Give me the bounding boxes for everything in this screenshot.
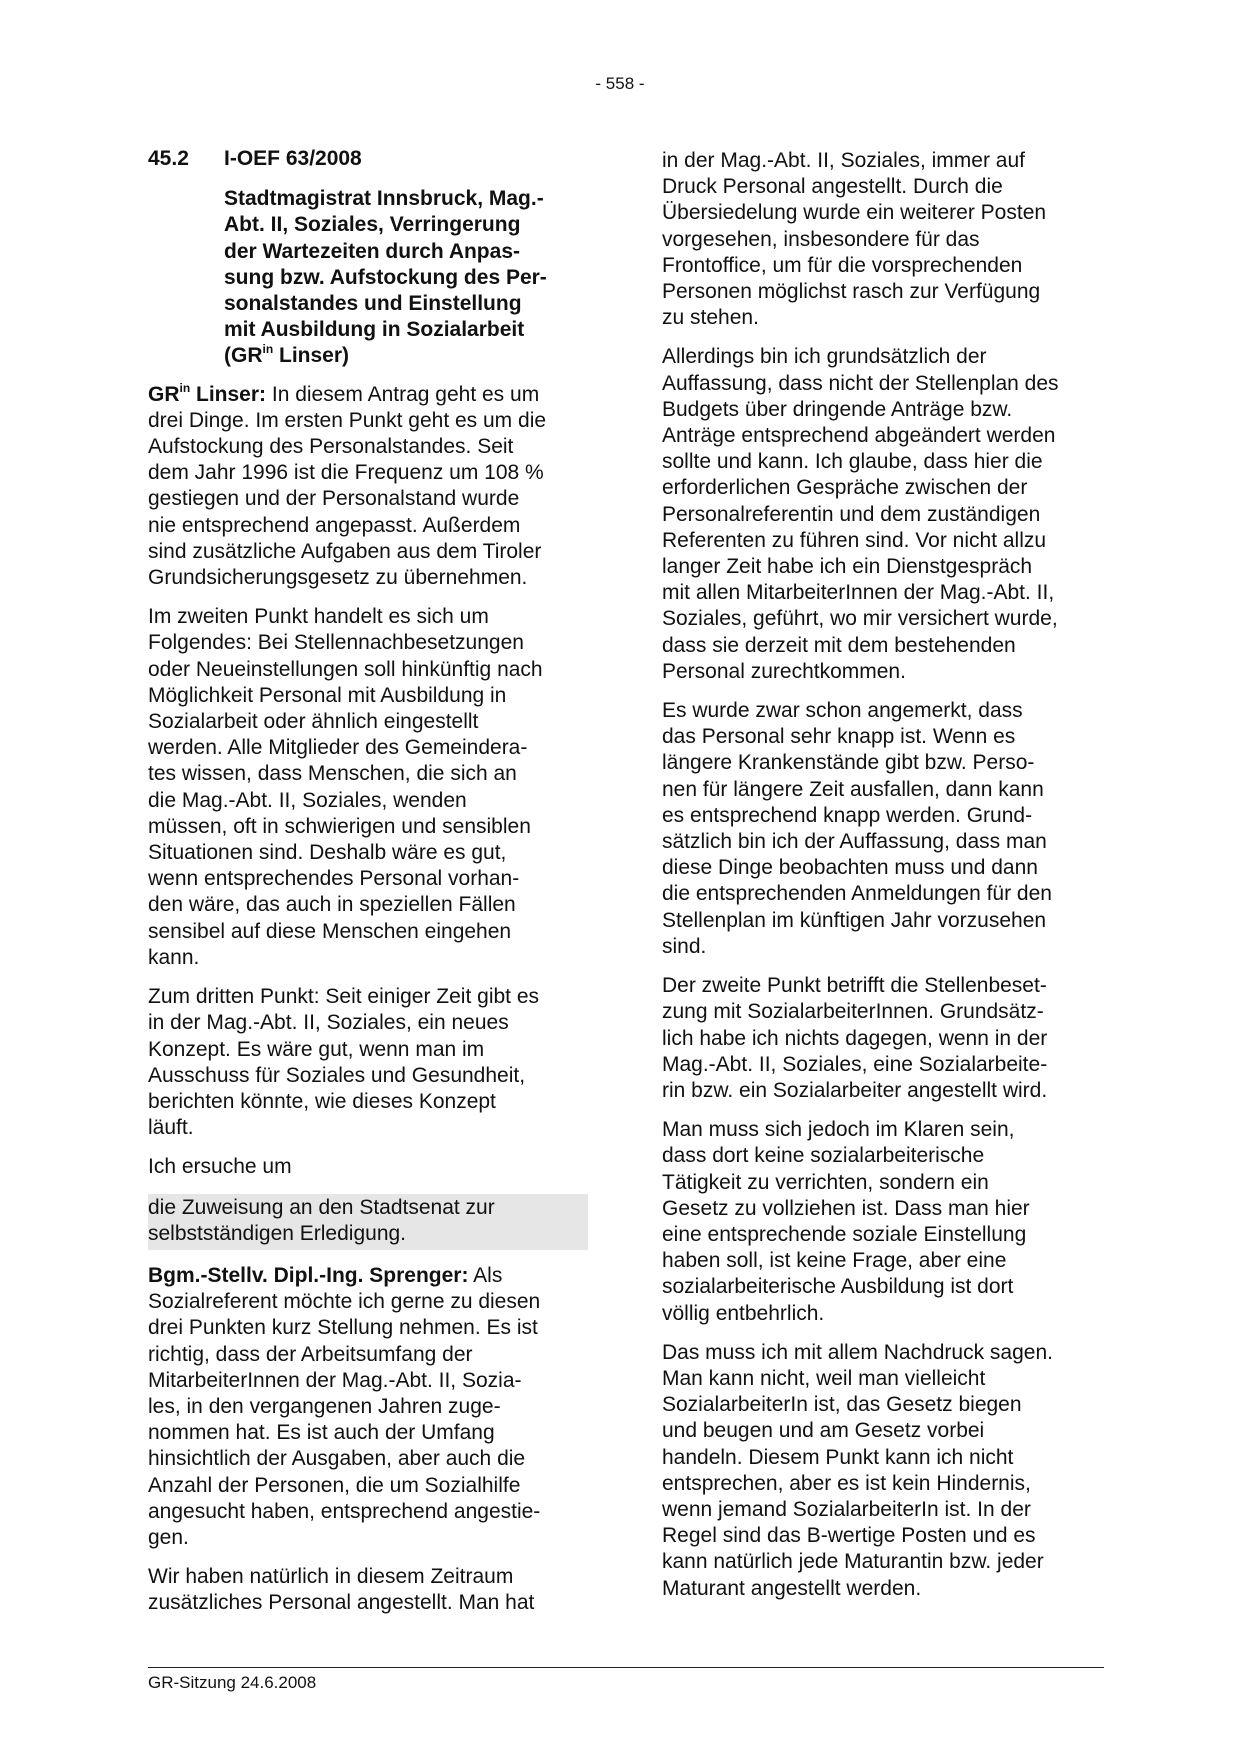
paragraph-right-1: in der Mag.-Abt. II, Soziales, immer auf Druck Personal angestellt. Durch die Übersiedelung wurde ein weiterer Posten vorgesehen, insbesondere für das Frontoffice, um für die vorsprechenden Personen möglichst rasch zur Verfügung zu stehen. — [662, 149, 1047, 330]
left-column — [148, 146, 588, 1630]
speaker-linser — [148, 380, 267, 406]
speaker-sprenger: Bgm.-Stellv. Dipl.-Ing. Sprenger: — [148, 1263, 469, 1287]
paragraph-right-2: Allerdings bin ich grundsätzlich der Auffassung, dass nicht der Stellenplan des Budgets über dringende Anträge bzw. Anträge entsprechend abgeändert werden sollte und kann. Ich glaube, dass hier die erforderlichen Gespräche zwischen der Personalreferentin und dem zuständigen Referenten zu führen sind. Vor nicht allzu langer Zeit habe ich ein Dienstgespräch mit allen MitarbeiterInnen der Mag.-Abt. II, Soziales, geführt, wo mir versichert wurde, dass sie derzeit mit dem bestehenden Personal zurechtkommen. — [662, 345, 1059, 683]
footer-divider — [148, 1667, 1104, 1668]
paragraph-right-6: Das muss ich mit allem Nachdruck sagen. Man kann nicht, weil man vielleicht SozialarbeiterIn ist, das Gesetz biegen und beugen und am Gesetz vorbei handeln. Diesem Punkt kann ich nicht entsprechen, aber es ist kein Hindernis, wenn jemand SozialarbeiterIn ist. In der Regel sind das B-wertige Posten und es kann natürlich jede Maturantin bzw. jeder Maturant angestellt werden. — [662, 1340, 1053, 1600]
agenda-item-title — [224, 186, 588, 369]
page-number: - 558 - — [595, 74, 645, 93]
agenda-item-title-sup: in — [262, 342, 274, 357]
speaker-linser-prefix: GR — [148, 382, 180, 406]
motion-highlight: die Zuweisung an den Stadtsenat zur selbstständigen Erledigung. — [148, 1194, 588, 1250]
agenda-item-heading — [148, 146, 588, 172]
speech-linser — [148, 382, 588, 592]
speaker-linser-suffix: Linser: — [190, 382, 267, 406]
agenda-item-number: 45.2 — [148, 147, 189, 170]
speech-sprenger-text: Als Sozialreferent möchte ich gerne zu diesen drei Punkten kurz Stellung nehmen. Es ist richtig, dass der Arbeitsumfang der MitarbeiterInnen der Mag.-Abt. II, Sozia- les, in den vergangenen Jahren zuge- nommen hat. Es ist auch der Umfang hinsichtlich der Ausgaben, aber auch die Anzahl der Personen, die um Sozialhilfe angesucht haben, entsprechend angestie- gen. — [148, 1263, 541, 1549]
paragraph-left-6: Wir haben natürlich in diesem Zeitraum zusätzliches Personal angestellt. Man hat — [148, 1565, 535, 1615]
speaker-linser-sup: in — [179, 380, 191, 395]
speech-linser-text: In diesem Antrag geht es um drei Dinge. Im ersten Punkt geht es um die Aufstockung des Personalstandes. Seit dem Jahr 1996 ist die Frequenz um 108 % gestiegen und der Personalstand wurde nie entsprechend angepasst. Außerdem sind zusätzliche Aufgaben aus dem Tiroler Grundsicherungsgesetz zu übernehmen. — [148, 382, 547, 590]
footer-text: GR-Sitzung 24.6.2008 — [148, 1673, 317, 1692]
right-column — [662, 148, 1112, 1615]
paragraph-right-4: Der zweite Punkt betrifft die Stellenbeset- zung mit SozialarbeiterInnen. Grundsätz- lich habe ich nichts dagegen, wenn in der Mag.-Abt. II, Soziales, eine Sozialarbeite- rin bzw. ein Sozialarbeiter angestellt wird. — [662, 974, 1048, 1102]
speech-sprenger — [148, 1263, 588, 1551]
paragraph-right-3: Es wurde zwar schon angemerkt, dass das Personal sehr knapp ist. Wenn es längere Krankenstände gibt bzw. Perso- nen für längere Zeit ausfallen, dann kann es entsprechend knapp werden. Grund- sätzlich bin ich der Auffassung, dass man diese Dinge beobachten muss und dann die entsprechenden Anmeldungen für den Stellenplan im künftigen Jahr vorzusehen sind. — [662, 699, 1052, 958]
agenda-item-code: I-OEF 63/2008 — [224, 147, 362, 170]
agenda-item-title-end: Linser) — [273, 344, 350, 368]
paragraph-left-2: Im zweiten Punkt handelt es sich um Folgendes: Bei Stellennachbesetzungen oder Neueinstellungen soll hinkünftig nach Möglichkeit Personal mit Ausbildung in Sozialarbeit oder ähnlich eingestellt werden. Alle Mitglieder des Gemeindera- tes wissen, dass Menschen, die sich an die Mag.-Abt. II, Soziales, wenden müssen, oft in schwierigen und sensiblen Situationen sind. Deshalb wäre es gut, wenn entsprechendes Personal vorhan- den wäre, das auch in speziellen Fällen sensibel auf diese Menschen eingehen kann. — [148, 605, 543, 969]
agenda-item-title-text: Stadtmagistrat Innsbruck, Mag.- Abt. II, Soziales, Verringerung der Wartezeiten durch Anpas- sung bzw. Aufstockung des Per- sonalstandes und Einstellung mit Ausbildung in Sozialarbeit (GR — [224, 187, 547, 368]
paragraph-left-3: Zum dritten Punkt: Seit einiger Zeit gibt es in der Mag.-Abt. II, Soziales, ein neues Konzept. Es wäre gut, wenn man im Ausschuss für Soziales und Gesundheit, berichten könnte, wie dieses Konzept läuft. — [148, 985, 540, 1140]
paragraph-left-4: Ich ersuche um — [148, 1155, 292, 1179]
paragraph-right-5: Man muss sich jedoch im Klaren sein, dass dort keine sozialarbeiterische Tätigkeit zu verrichten, sondern ein Gesetz zu vollziehen ist. Dass man hier eine entsprechende soziale Einstellung haben soll, ist keine Frage, aber eine sozialarbeiterische Ausbildung ist dort völlig entbehrlich. — [662, 1118, 1030, 1325]
